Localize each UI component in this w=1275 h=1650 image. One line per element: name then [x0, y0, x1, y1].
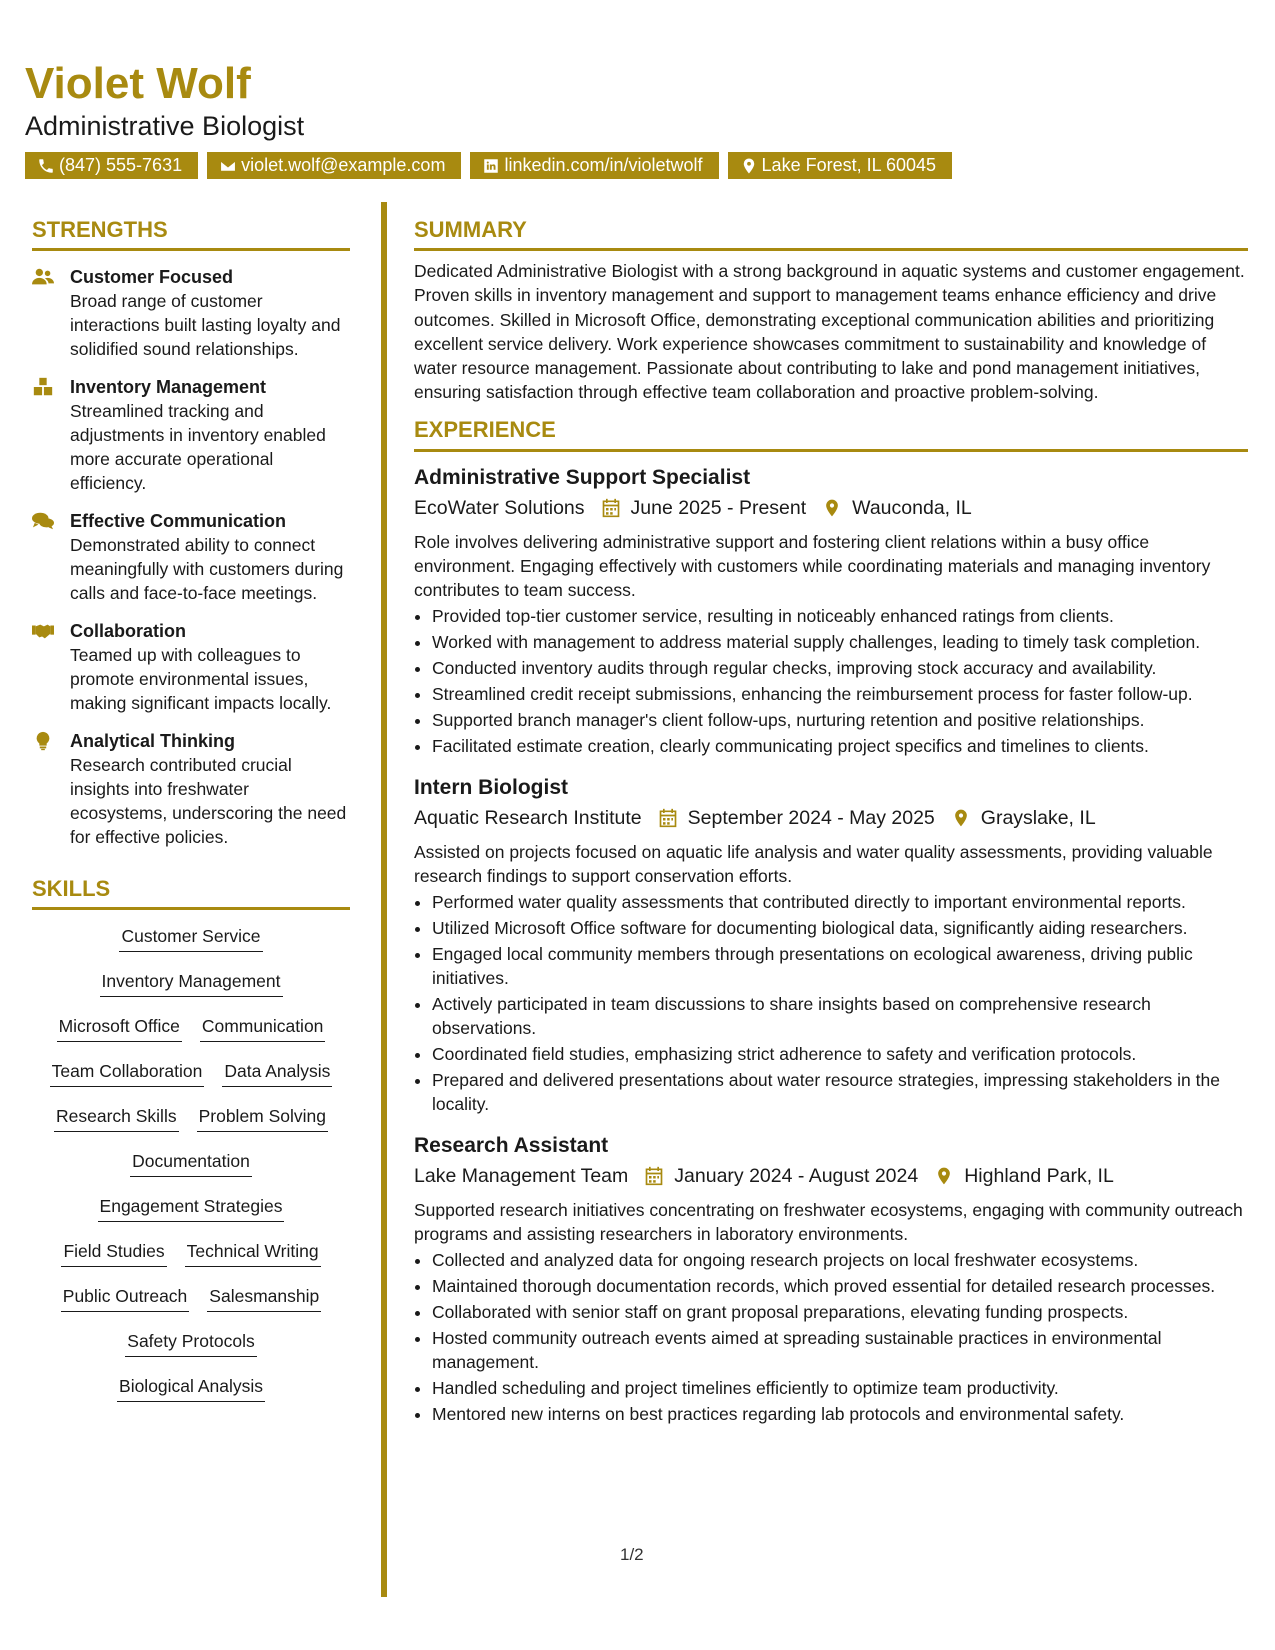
job-entry: [414, 774, 1248, 1116]
skill-tag: Public Outreach: [61, 1284, 190, 1312]
list-item: • Utilized Microsoft Office software for documenting biological data, significantly aiding researchers.: [432, 916, 1248, 940]
name: Violet Wolf: [25, 59, 251, 108]
skill-tag: Data Analysis: [222, 1059, 332, 1087]
skill-tag: Research Skills: [54, 1104, 179, 1132]
calendar-icon: [644, 1166, 664, 1186]
list-item: • Streamlined credit receipt submissions, enhancing the reimbursement process for faster follow-up.: [432, 682, 1248, 706]
strength-title: Collaboration: [70, 621, 186, 642]
skills-list: [32, 924, 350, 1419]
list-item: • Worked with management to address material supply challenges, leading to timely task completion.: [432, 630, 1248, 654]
list-item: • Maintained thorough documentation records, which proved essential for detailed research processes.: [432, 1274, 1248, 1298]
job-dates: June 2025 - Present: [630, 496, 807, 519]
map-pin-icon: [934, 1166, 954, 1186]
job-dates: September 2024 - May 2025: [687, 806, 935, 829]
job-description: Supported research initiatives concentrating on freshwater ecosystems, engaging with community outreach programs and assisting researchers in laboratory environments.: [414, 1199, 1243, 1244]
column-divider: [381, 202, 387, 1597]
contact-phone[interactable]: [25, 152, 198, 179]
list-item: • Prepared and delivered presentations about water resource strategies, impressing stakeholders in the locality.: [432, 1068, 1248, 1116]
phone-icon: [37, 157, 55, 175]
contact-email-text: violet.wolf@example.com: [241, 155, 446, 175]
contact-location[interactable]: [728, 152, 952, 179]
strength-item: [32, 265, 350, 361]
left-column: [32, 218, 350, 1419]
list-item: • Collected and analyzed data for ongoing research projects on local freshwater ecosystems.: [432, 1248, 1248, 1272]
comments-icon: [32, 511, 54, 531]
skill-tag: Customer Service: [119, 924, 262, 952]
job-bullets: [414, 604, 1248, 758]
job-bullets: [414, 890, 1248, 1116]
job-title: Administrative Biologist: [25, 111, 305, 141]
right-column: [414, 218, 1248, 1426]
list-item: • Handled scheduling and project timelines efficiently to optimize team productivity.: [432, 1376, 1248, 1400]
job-meta: [414, 804, 1248, 832]
list-item: • Provided top-tier customer service, resulting in noticeably enhanced ratings from clients.: [432, 604, 1248, 628]
list-item: • Supported branch manager's client follow-ups, nurturing retention and positive relationships.: [432, 708, 1248, 732]
list-item: • Facilitated estimate creation, clearly communicating project specifics and timelines to clients.: [432, 734, 1248, 758]
experience-heading: EXPERIENCE: [414, 418, 1248, 451]
skills-heading: SKILLS: [32, 877, 350, 910]
list-item: • Hosted community outreach events aimed at spreading sustainable practices in environmental management.: [432, 1326, 1248, 1374]
skill-tag: Engagement Strategies: [98, 1194, 285, 1222]
list-item: • Mentored new interns on best practices regarding lab protocols and environmental safety.: [432, 1402, 1248, 1426]
users-icon: [32, 267, 54, 287]
strength-item: [32, 729, 350, 849]
job-entry: [414, 464, 1248, 758]
job-description: Assisted on projects focused on aquatic life analysis and water quality assessments, providing valuable research findings to support conservation efforts.: [414, 841, 1213, 886]
job-role: Intern Biologist: [414, 775, 568, 799]
list-item: • Performed water quality assessments that contributed directly to important environmental reports.: [432, 890, 1248, 914]
job-entry: [414, 1132, 1248, 1426]
linkedin-icon: [482, 157, 500, 175]
summary-text: Dedicated Administrative Biologist with a strong background in aquatic systems and customer engagement. Proven skills in inventory management and support to management teams enhance efficiency and drive outcomes. Skilled in Microsoft Office, demonstrating exceptional communication abilities and prioritizing excellent service delivery. Work experience showcases commitment to sustainability and knowledge of water resource management. Passionate about contributing to lake and pond management initiatives, ensuring satisfaction through effective team collaboration and proactive problem-solving.: [414, 261, 1245, 403]
calendar-icon: [658, 808, 678, 828]
strength-desc: Demonstrated ability to connect meaningfully with customers during calls and face-to-face meetings.: [70, 535, 344, 604]
strength-title: Customer Focused: [70, 267, 234, 288]
job-description: Role involves delivering administrative support and fostering client relations within a busy office environment. Engaging effectively with customers while coordinating materials and managing inventory contributes to team success.: [414, 531, 1211, 600]
page-number: 1/2: [620, 1545, 644, 1564]
skill-tag: Field Studies: [61, 1239, 166, 1267]
job-meta: [414, 1162, 1248, 1190]
skill-tag: Documentation: [130, 1149, 252, 1177]
skill-tag: Safety Protocols: [125, 1329, 256, 1357]
calendar-icon: [601, 498, 621, 518]
strength-item: [32, 619, 350, 715]
strength-title: Analytical Thinking: [70, 731, 236, 752]
job-location: Grayslake, IL: [980, 806, 1096, 829]
skill-tag: Technical Writing: [185, 1239, 321, 1267]
contact-bar: [25, 152, 952, 179]
skill-tag: Team Collaboration: [50, 1059, 205, 1087]
job-company: EcoWater Solutions: [414, 496, 585, 519]
strength-desc: Research contributed crucial insights into freshwater ecosystems, underscoring the need for effective policies.: [70, 755, 347, 848]
strength-title: Inventory Management: [70, 377, 267, 398]
lightbulb-icon: [32, 731, 54, 751]
strength-desc: Teamed up with colleagues to promote environmental issues, making significant impacts locally.: [70, 645, 332, 714]
map-pin-icon: [740, 157, 758, 175]
contact-email[interactable]: [207, 152, 461, 179]
skill-tag: Problem Solving: [197, 1104, 328, 1132]
job-dates: January 2024 - August 2024: [674, 1164, 919, 1187]
contact-linkedin-text: linkedin.com/in/violetwolf: [504, 155, 703, 175]
list-item: • Conducted inventory audits through regular checks, improving stock accuracy and availability.: [432, 656, 1248, 680]
job-location: Wauconda, IL: [852, 496, 972, 519]
strength-title: Effective Communication: [70, 511, 287, 532]
contact-phone-text: (847) 555-7631: [59, 155, 183, 175]
job-company: Aquatic Research Institute: [414, 806, 642, 829]
job-bullets: [414, 1248, 1248, 1426]
skill-tag: Communication: [200, 1014, 326, 1042]
list-item: • Coordinated field studies, emphasizing strict adherence to safety and verification protocols.: [432, 1042, 1248, 1066]
map-pin-icon: [822, 498, 842, 518]
strength-desc: Broad range of customer interactions built lasting loyalty and solidified sound relationships.: [70, 291, 341, 360]
handshake-icon: [32, 621, 54, 641]
strengths-heading: STRENGTHS: [32, 218, 350, 251]
list-item: • Engaged local community members through presentations on ecological awareness, driving public initiatives.: [432, 942, 1248, 990]
summary-heading: SUMMARY: [414, 218, 1248, 251]
strength-desc: Streamlined tracking and adjustments in inventory enabled more accurate operational efficiency.: [70, 401, 326, 494]
list-item: • Actively participated in team discussions to share insights based on comprehensive research observations.: [432, 992, 1248, 1040]
map-pin-icon: [951, 808, 971, 828]
strength-item: [32, 509, 350, 605]
job-company: Lake Management Team: [414, 1164, 629, 1187]
boxes-icon: [32, 377, 54, 397]
job-meta: [414, 494, 1248, 522]
job-role: Research Assistant: [414, 1133, 609, 1157]
job-role: Administrative Support Specialist: [414, 465, 751, 489]
strength-item: [32, 375, 350, 495]
skill-tag: Biological Analysis: [117, 1374, 265, 1402]
contact-location-text: Lake Forest, IL 60045: [761, 155, 936, 175]
skill-tag: Microsoft Office: [57, 1014, 182, 1042]
envelope-icon: [219, 157, 237, 175]
job-location: Highland Park, IL: [964, 1164, 1114, 1187]
contact-linkedin[interactable]: [470, 152, 718, 179]
list-item: • Collaborated with senior staff on grant proposal preparations, elevating funding prospects.: [432, 1300, 1248, 1324]
skill-tag: Salesmanship: [207, 1284, 321, 1312]
skill-tag: Inventory Management: [100, 969, 283, 997]
